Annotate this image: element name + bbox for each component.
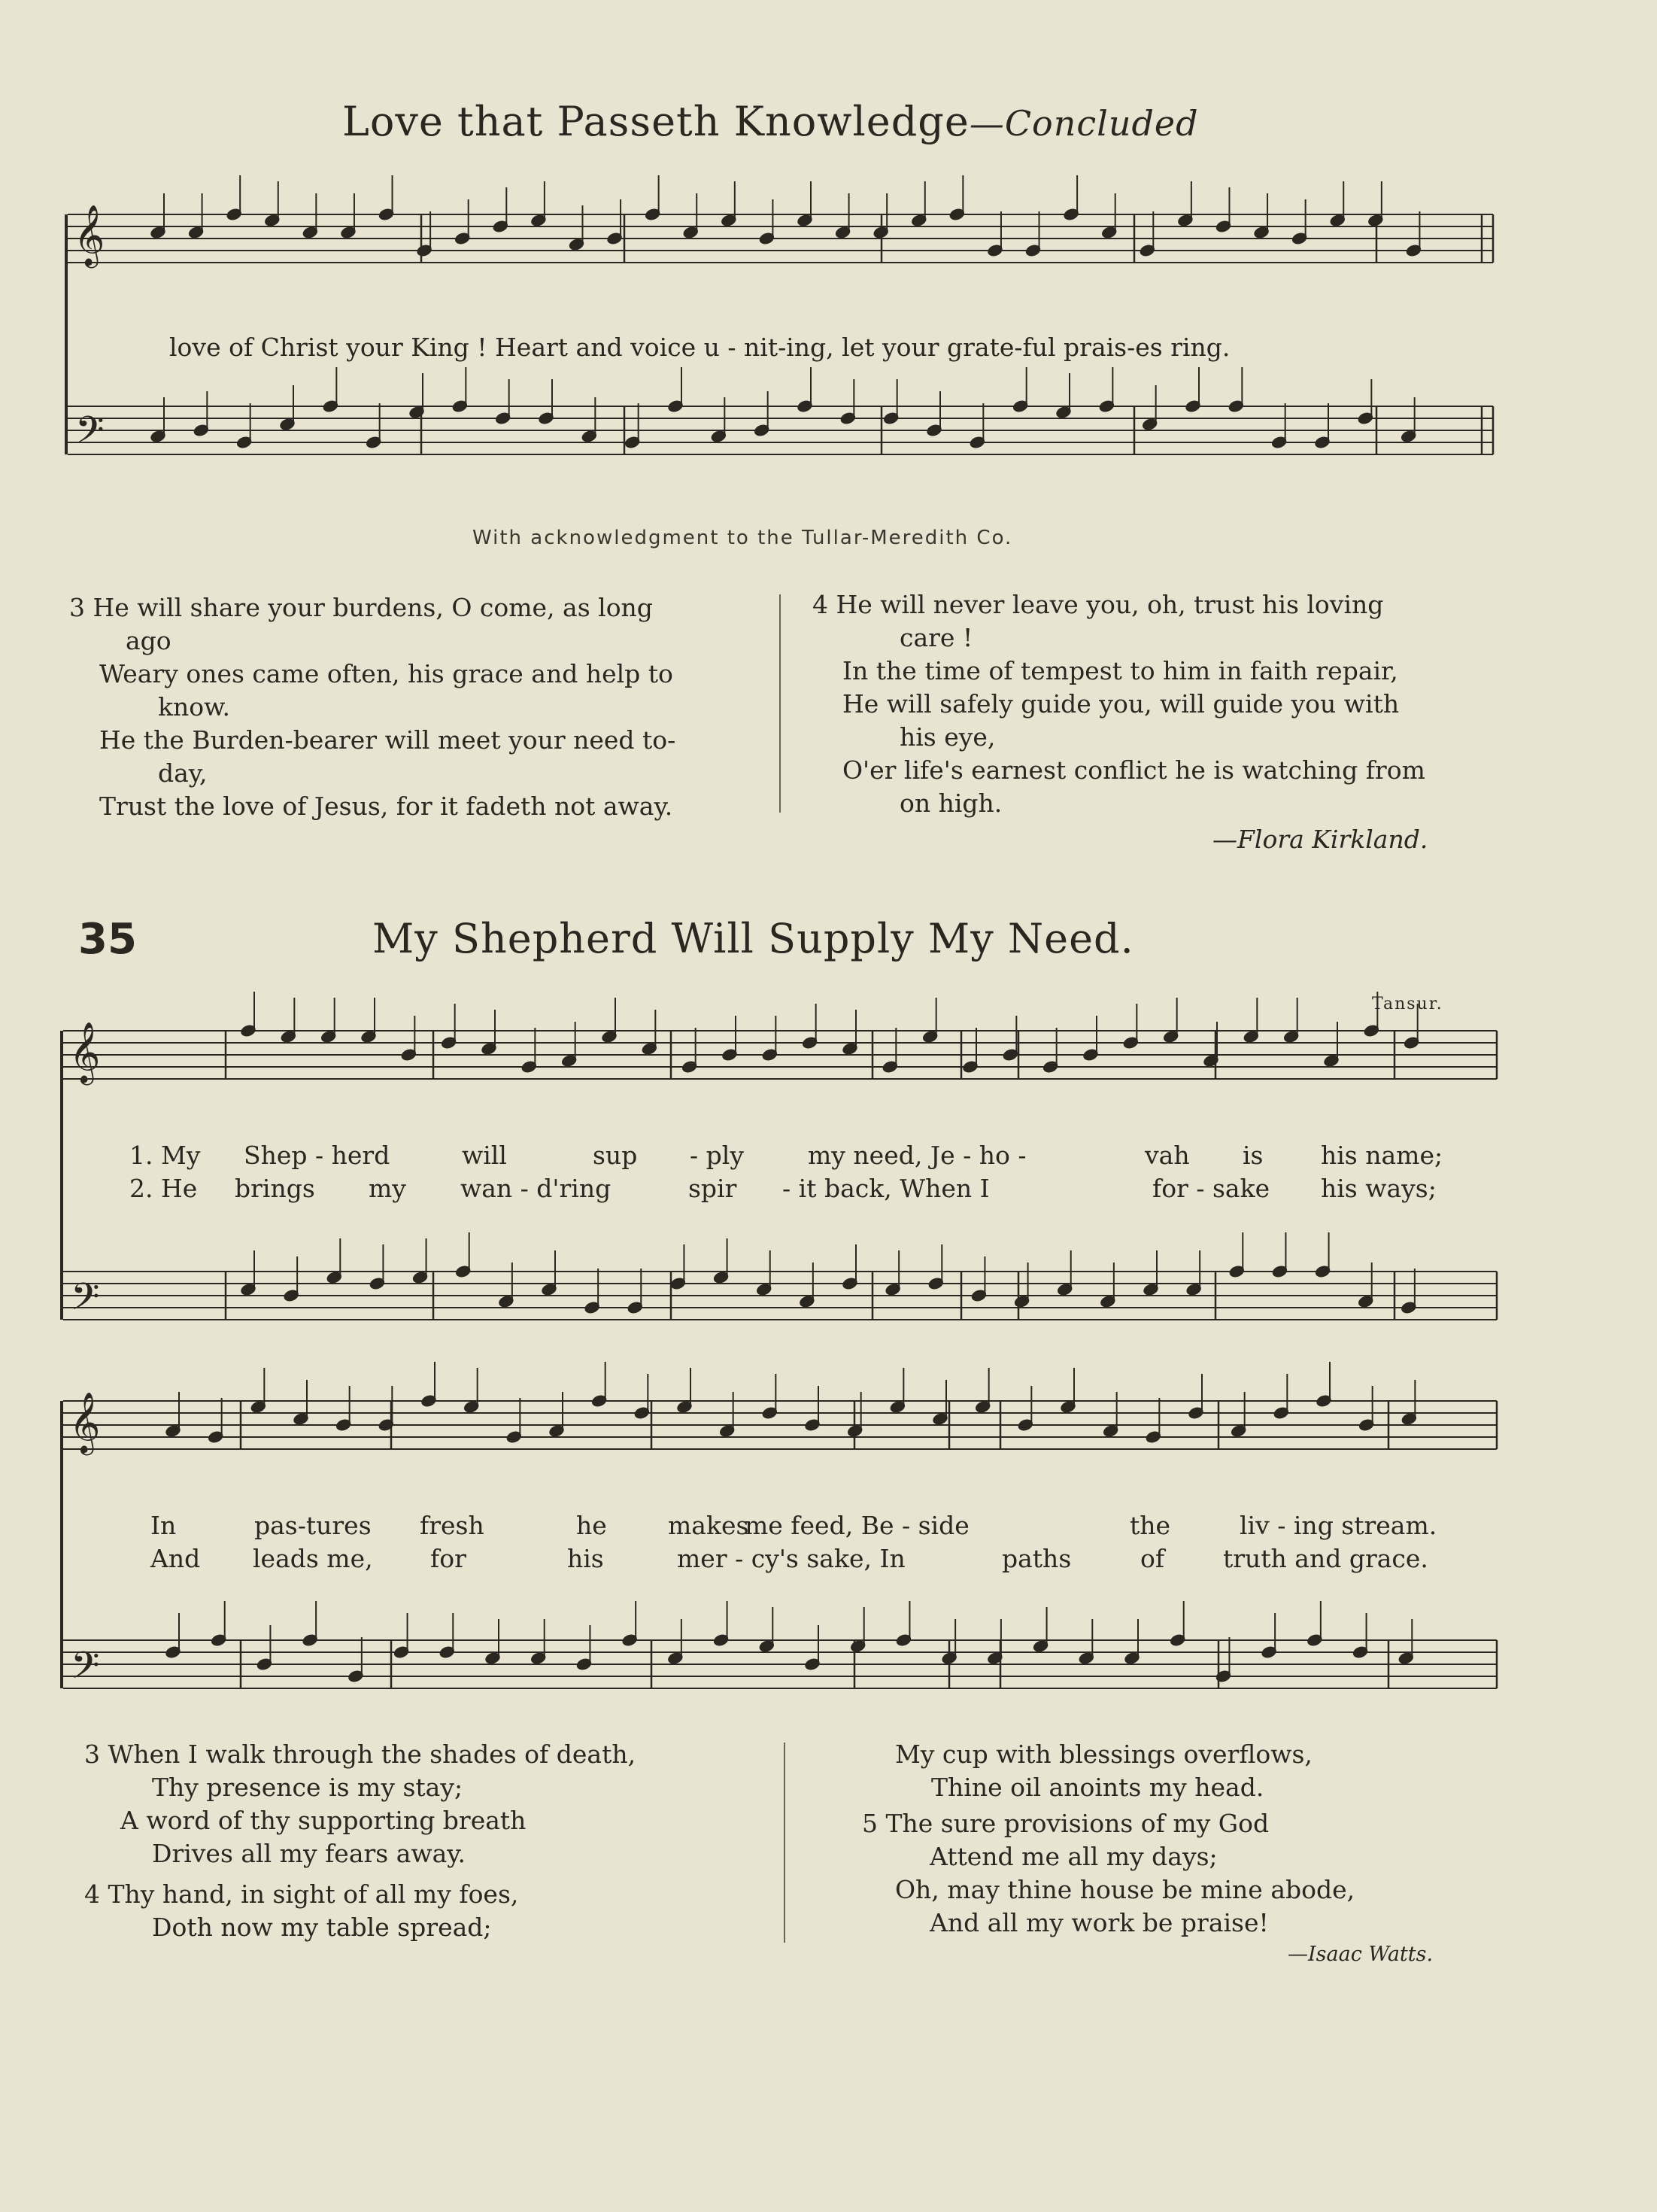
verse-line: And all my work be praise!	[930, 1908, 1269, 1937]
lyric-syllable: for	[430, 1544, 466, 1573]
verse-line: care !	[900, 623, 973, 652]
lyric-syllable: of	[1140, 1544, 1165, 1573]
lyric-syllable: his	[567, 1544, 604, 1573]
verse-4	[84, 1878, 761, 1944]
verse-line: 5 The sure provisions of my God	[862, 1809, 1270, 1838]
lyrics-row-2	[150, 1511, 1504, 1578]
lyric-syllable: - ply	[690, 1141, 744, 1170]
verse-line: Thy presence is my stay;	[152, 1773, 463, 1802]
verse-line: My cup with blessings overflows,	[895, 1740, 1313, 1769]
hymn-title: My Shepherd Will Supply My Need.	[372, 915, 1134, 962]
verse-line: Trust the love of Jesus, for it fadeth not away.	[99, 792, 673, 821]
verse-line: Weary ones came often, his grace and help to	[99, 659, 673, 688]
verse-line: 3 When I walk through the shades of death,	[84, 1740, 636, 1769]
lyric-syllable: will	[462, 1141, 507, 1170]
verse-line: his eye,	[900, 722, 996, 752]
lyric-syllable: paths	[1002, 1544, 1072, 1573]
acknowledgment: With acknowledgment to the Tullar-Meredith Co.	[472, 527, 1013, 549]
lyric-syllable: is	[1243, 1141, 1264, 1170]
verse-line: O'er life's earnest conflict he is watching from	[842, 755, 1425, 785]
column-divider	[779, 594, 781, 813]
lyric-syllable: his name;	[1321, 1141, 1443, 1170]
lyric-syllable: my	[369, 1174, 406, 1203]
lyric-syllable: - it back, When I	[782, 1174, 990, 1203]
lyric-syllable: me feed, Be - side	[745, 1511, 970, 1540]
lyric-syllable: Shep - herd	[244, 1141, 390, 1170]
verse-line: Drives all my fears away.	[152, 1839, 466, 1868]
hymn-title-text: Love that Passeth Knowledge	[342, 98, 970, 145]
verse-line: 4 Thy hand, in sight of all my foes,	[84, 1879, 519, 1909]
lyric-syllable: liv - ing stream.	[1240, 1511, 1437, 1540]
lyric-syllable: his ways;	[1321, 1174, 1437, 1203]
verse-line: know.	[158, 692, 230, 722]
lyric-syllable: for - sake	[1152, 1174, 1270, 1203]
lyric-syllable: brings	[235, 1174, 315, 1203]
hymn-number: 35	[78, 915, 137, 964]
treble-clef-icon: 𝄞	[74, 204, 105, 266]
verse-line: ago	[126, 626, 171, 655]
lyric-syllable: makes	[668, 1511, 749, 1540]
verse-line: Thine oil anoints my head.	[931, 1773, 1264, 1802]
lyric-syllable: truth and grace.	[1223, 1544, 1428, 1573]
verse-3	[69, 591, 761, 823]
bass-clef-icon: 𝄢	[71, 1644, 100, 1697]
treble-clef-icon: 𝄞	[69, 1021, 101, 1083]
lyric-syllable: 1. My	[129, 1141, 201, 1170]
lyric-syllable: he	[576, 1511, 607, 1540]
verse-line: He will safely guide you, will guide you with	[842, 689, 1400, 719]
lyric-syllable: And	[150, 1544, 201, 1573]
lyric-syllable: wan - d'ring	[460, 1174, 612, 1203]
lyric-syllable: mer - cy's sake, In	[677, 1544, 906, 1573]
lyric-syllable: spir	[688, 1174, 737, 1203]
lyric-syllable: fresh	[420, 1511, 484, 1540]
verse-line: A word of thy supporting breath	[120, 1806, 527, 1835]
author-credit: —Flora Kirkland.	[1212, 825, 1428, 854]
hymn-title-suffix: —Concluded	[969, 103, 1199, 144]
lyric-syllable: pas-tures	[254, 1511, 372, 1540]
lyric-syllable: leads me,	[253, 1544, 373, 1573]
verse-3	[84, 1738, 761, 1870]
column-divider	[784, 1743, 785, 1943]
verse-line: Attend me all my days;	[930, 1842, 1218, 1871]
lyric-syllable: In	[150, 1511, 177, 1540]
verse-line: Oh, may thine house be mine abode,	[895, 1875, 1355, 1904]
lyrics-line: love of Christ your King ! Heart and voice u - nit-ing, let your grate-ful prais-es ring.	[169, 333, 1231, 362]
verse-4	[812, 588, 1519, 820]
lyric-syllable: 2. He	[129, 1174, 198, 1203]
verse-4-continued	[895, 1738, 1572, 1804]
lyrics-row-1	[129, 1141, 1483, 1208]
lyric-syllable: vah	[1145, 1141, 1190, 1170]
bass-clef-icon: 𝄢	[71, 1275, 100, 1328]
verse-line: on high.	[900, 788, 1003, 818]
bass-clef-icon: 𝄢	[75, 409, 105, 461]
verse-line: 3 He will share your burdens, O come, as long	[69, 593, 653, 622]
verse-line: day,	[158, 758, 208, 788]
verse-5	[862, 1807, 1539, 1940]
treble-clef-icon: 𝄞	[69, 1391, 101, 1453]
verse-line: He the Burden-bearer will meet your need to-	[99, 725, 676, 755]
author-credit: —Isaac Watts.	[1288, 1943, 1434, 1966]
lyric-syllable: my need, Je - ho -	[808, 1141, 1027, 1170]
verse-line: 4 He will never leave you, oh, trust his loving	[812, 590, 1384, 619]
lyric-syllable: the	[1130, 1511, 1171, 1540]
tune-name: Tansur.	[1372, 995, 1443, 1013]
verse-line: In the time of tempest to him in faith repair,	[842, 656, 1398, 685]
verse-line: Doth now my table spread;	[152, 1913, 492, 1942]
lyric-syllable: sup	[593, 1141, 638, 1170]
